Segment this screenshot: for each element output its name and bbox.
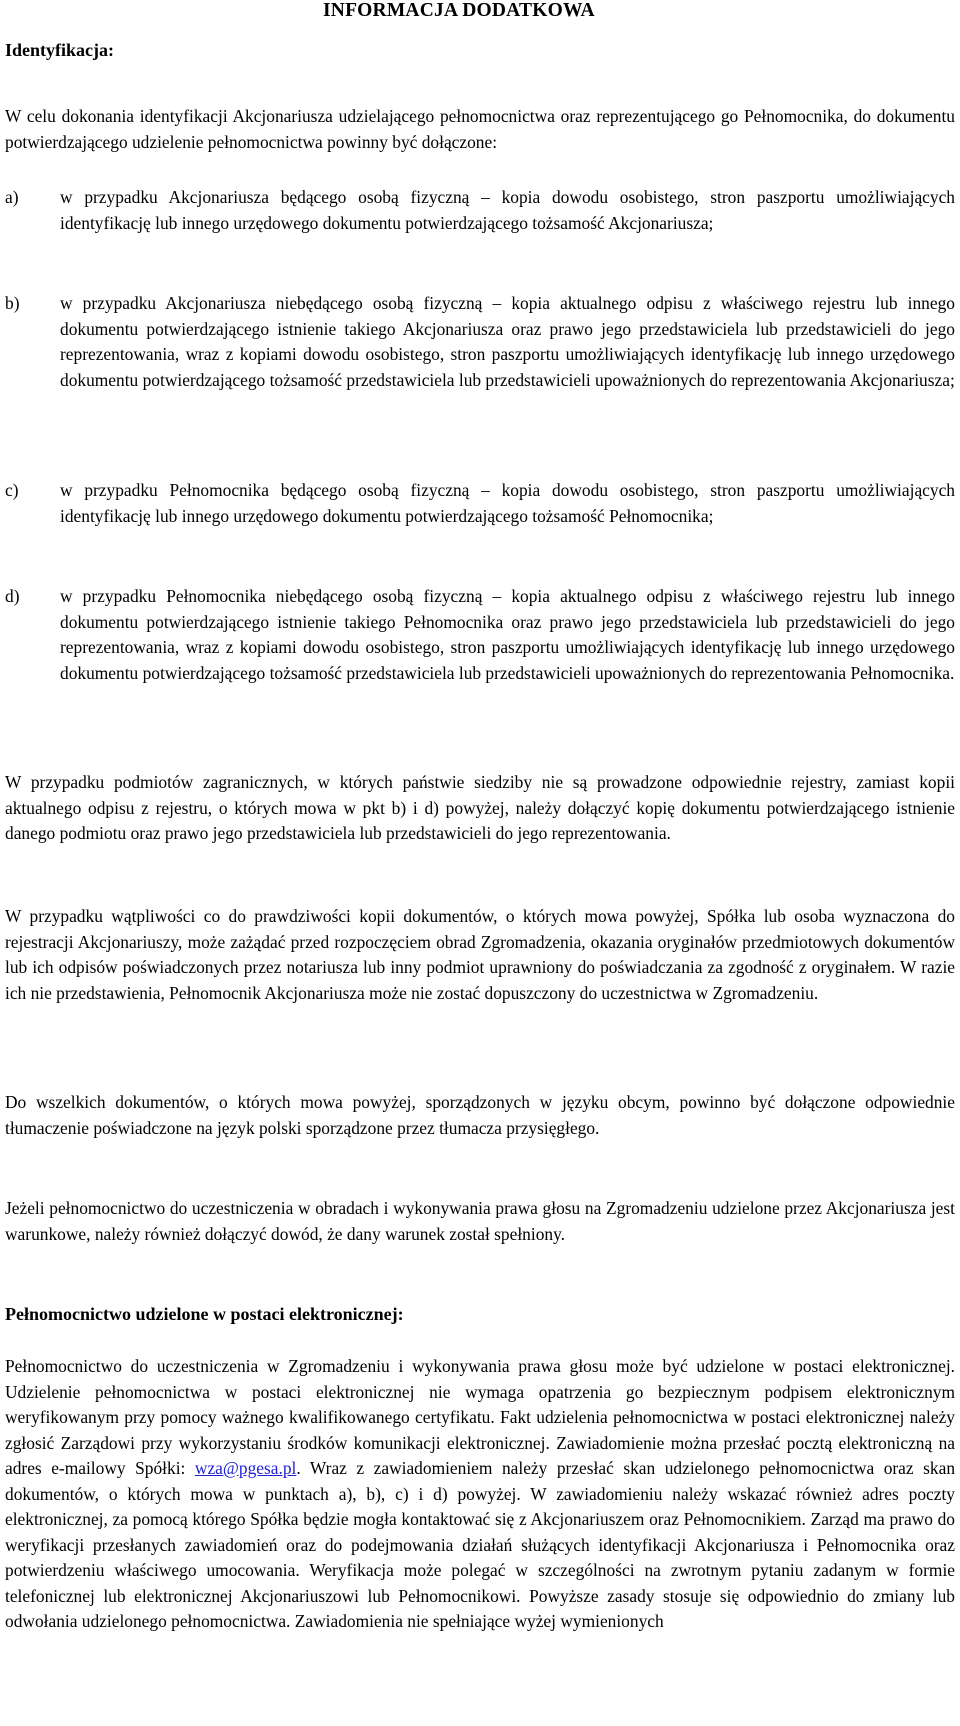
list-item-label: c)	[5, 480, 19, 500]
list-item-text: w przypadku Akcjonariusza niebędącego osobą fizyczną – kopia aktualnego odpisu z właściwego rejestru lub innego dokumentu potwierdzającego istnienie takiego Akcjonariusza oraz prawo jego przedstawiciela lub przedstawicieli do jego reprezentowania, wraz z kopiami dowodu osobistego, stron paszportu umożliwiających identyfikację lub innego urzędowego dokumentu potwierdzającego tożsamość przedstawiciela lub przedstawicieli upoważnionych do reprezentowania Akcjonariusza;	[60, 293, 955, 390]
list-item-label: d)	[5, 586, 20, 606]
electronic-text-part2: . Wraz z zawiadomieniem należy przesłać skan udzielonego pełnomocnictwa oraz skan dokumentów, o których mowa w punktach a), b), c) i d) powyżej. W zawiadomieniu należy wskazać również adres poczty elektronicznej, za pomocą którego Spółka będzie mogła kontaktować się z Akcjonariuszem oraz Pełnomocnikiem. Zarząd ma prawo do weryfikacji przesłanych zawiadomień oraz do podejmowania działań służących identyfikacji Akcjonariusza i Pełnomocnika oraz potwierdzeniu właściwego umocowania. Weryfikacja może polegać w szczególności na zwrotnym pytaniu zadanym w formie telefonicznej lub elektronicznej Akcjonariuszowi lub Pełnomocnikowi. Powyższe zasady stosuje się odpowiednio do zmiany lub odwołania udzielonego pełnomocnictwa. Zawiadomienia nie spełniające wyżej wymienionych	[5, 1458, 956, 1631]
electronic-proxy-heading: Pełnomocnictwo udzielone w postaci elektronicznej:	[5, 1304, 404, 1324]
document-title: INFORMACJA DODATKOWA	[323, 0, 595, 21]
electronic-proxy-paragraph	[5, 1354, 955, 1635]
list-item-d	[5, 584, 955, 686]
doubts-paragraph: W przypadku wątpliwości co do prawdziwości kopii dokumentów, o których mowa powyżej, Spółka lub osoba wyznaczona do rejestracji Akcjonariuszy, może zażądać przed rozpoczęciem obrad Zgromadzenia, okazania oryginałów przedmiotowych dokumentów lub ich odpisów poświadczonych przez notariusza lub inny podmiot uprawniony do poświadczania za zgodność z oryginałem. W razie ich nie przedstawienia, Pełnomocnik Akcjonariusza może nie zostać dopuszczony do uczestnictwa w Zgromadzeniu.	[5, 906, 955, 1003]
email-link[interactable]: wza@pgesa.pl	[194, 1458, 297, 1478]
list-item-b	[5, 291, 955, 393]
list-item-text: w przypadku Pełnomocnika będącego osobą fizyczną – kopia dowodu osobistego, stron paszportu umożliwiających identyfikację lub innego urzędowego dokumentu potwierdzającego tożsamość Pełnomocnika;	[60, 480, 955, 526]
list-item-text: w przypadku Akcjonariusza będącego osobą fizyczną – kopia dowodu osobistego, stron paszportu umożliwiających identyfikację lub innego urzędowego dokumentu potwierdzającego tożsamość Akcjonariusza;	[60, 187, 955, 233]
list-item-label: b)	[5, 293, 20, 313]
identification-heading: Identyfikacja:	[5, 40, 114, 60]
conditional-paragraph: Jeżeli pełnomocnictwo do uczestniczenia w obradach i wykonywania prawa głosu na Zgromadzeniu udzielone przez Akcjonariusza jest warunkowe, należy również dołączyć dowód, że dany warunek został spełniony.	[5, 1198, 955, 1244]
translation-paragraph: Do wszelkich dokumentów, o których mowa powyżej, sporządzonych w języku obcym, powinno być dołączone odpowiednie tłumaczenie poświadczone na język polski sporządzone przez tłumacza przysięgłego.	[5, 1092, 955, 1138]
list-item-c	[5, 478, 955, 529]
intro-paragraph: W celu dokonania identyfikacji Akcjonariusza udzielającego pełnomocnictwa oraz reprezentującego go Pełnomocnika, do dokumentu potwierdzającego udzielenie pełnomocnictwa powinny być dołączone:	[5, 106, 955, 152]
list-item-label: a)	[5, 187, 19, 207]
foreign-entities-paragraph: W przypadku podmiotów zagranicznych, w których państwie siedziby nie są prowadzone odpowiednie rejestry, zamiast kopii aktualnego odpisu z rejestru, o których mowa w pkt b) i d) powyżej, należy dołączyć kopię dokumentu potwierdzającego istnienie danego podmiotu oraz prawo jego przedstawiciela lub przedstawicieli do jego reprezentowania.	[5, 772, 955, 843]
electronic-text-part1: Pełnomocnictwo do uczestniczenia w Zgromadzeniu i wykonywania prawa głosu może być udzielone w postaci elektronicznej. Udzielenie pełnomocnictwa w postaci elektronicznej nie wymaga opatrzenia go bezpiecznym podpisem elektronicznym weryfikowanym przy pomocy ważnego kwalifikowanego certyfikatu. Fakt udzielenia pełnomocnictwa w postaci elektronicznej należy zgłosić Zarządowi przy wykorzystaniu środków komunikacji elektronicznej. Zawiadomienie można przesłać pocztą elektroniczną na adres e-mailowy Spółki:	[5, 1356, 955, 1478]
list-item-text: w przypadku Pełnomocnika niebędącego osobą fizyczną – kopia aktualnego odpisu z właściwego rejestru lub innego dokumentu potwierdzającego istnienie takiego Pełnomocnika oraz prawo jego przedstawiciela lub przedstawicieli do jego reprezentowania, wraz z kopiami dowodu osobistego, stron paszportu umożliwiających identyfikację lub innego urzędowego dokumentu potwierdzającego tożsamość przedstawiciela lub przedstawicieli upoważnionych do reprezentowania Pełnomocnika.	[60, 586, 955, 683]
list-item-a	[5, 185, 955, 236]
